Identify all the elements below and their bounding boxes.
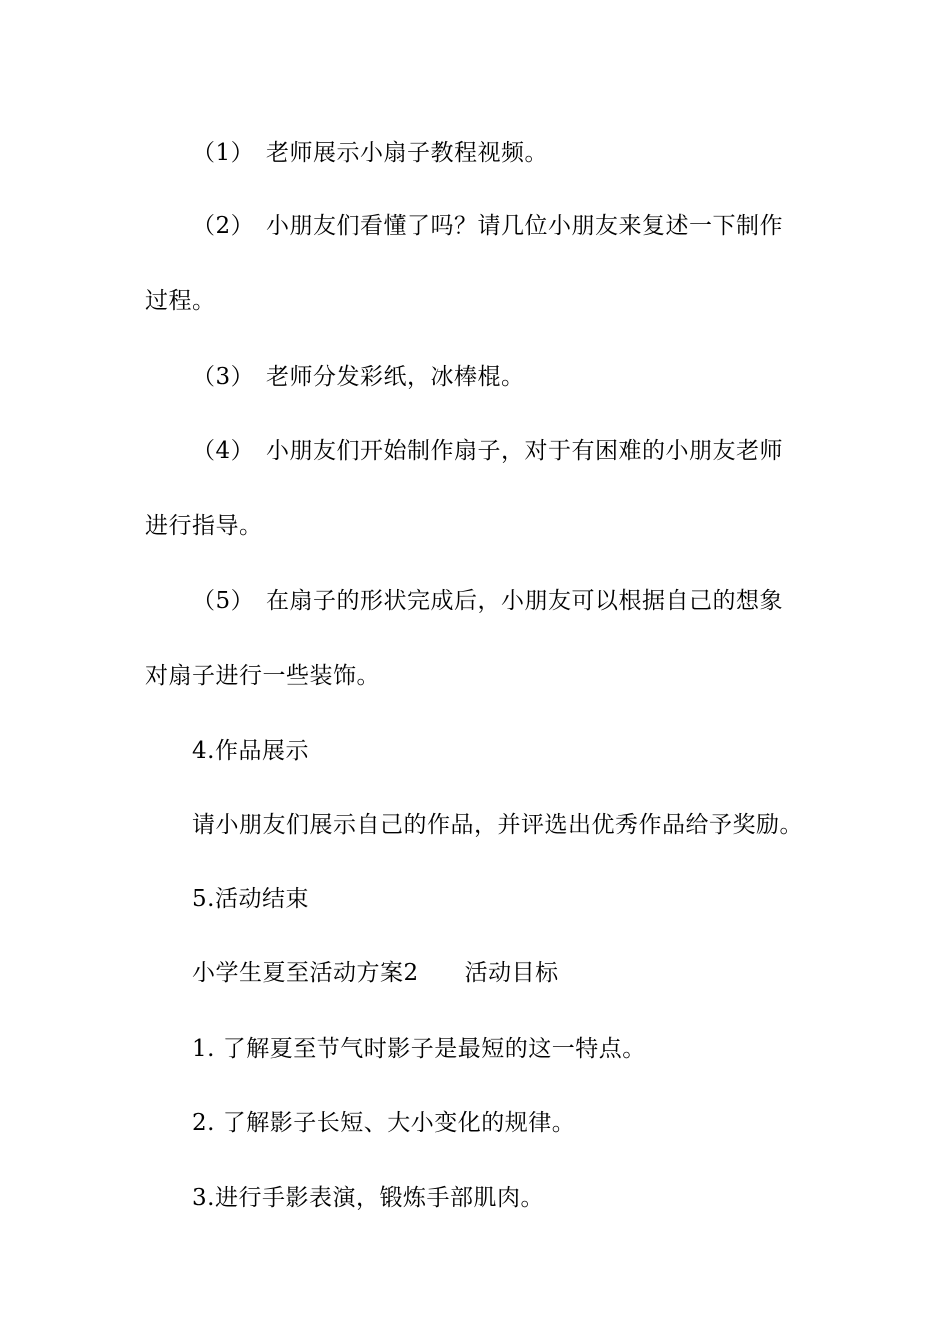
step-1-text: 老师展示小扇子教程视频。 — [266, 140, 548, 166]
step-1-number: （1） — [192, 140, 255, 166]
step-2 — [192, 211, 783, 241]
plan-2-heading — [192, 958, 559, 988]
step-4-number: （4） — [192, 438, 255, 464]
step-5 — [192, 586, 783, 616]
step-4 — [192, 436, 783, 466]
plan-2-subtitle: 活动目标 — [464, 960, 559, 986]
step-5-number: （5） — [192, 588, 255, 614]
section-5-title: 5.活动结束 — [192, 886, 309, 912]
step-2-continuation: 过程。 — [145, 288, 216, 314]
step-5-continuation: 对扇子进行一些装饰。 — [145, 663, 380, 689]
goal-2: 2. 了解影子长短、大小变化的规律。 — [192, 1110, 576, 1136]
step-3-number: （3） — [192, 364, 255, 390]
step-2-number: （2） — [192, 213, 255, 239]
goal-3: 3.进行手影表演，锻炼手部肌肉。 — [192, 1185, 544, 1211]
step-3 — [192, 362, 525, 392]
step-5-text: 在扇子的形状完成后，小朋友可以根据自己的想象 — [266, 588, 783, 614]
step-4-continuation: 进行指导。 — [145, 513, 263, 539]
step-4-text: 小朋友们开始制作扇子，对于有困难的小朋友老师 — [266, 438, 783, 464]
section-4-body: 请小朋友们展示自己的作品，并评选出优秀作品给予奖励。 — [192, 812, 803, 838]
goal-1: 1. 了解夏至节气时影子是最短的这一特点。 — [192, 1036, 646, 1062]
step-2-text: 小朋友们看懂了吗？请几位小朋友来复述一下制作 — [266, 213, 783, 239]
plan-2-title: 小学生夏至活动方案2 — [192, 960, 419, 986]
section-4-title: 4.作品展示 — [192, 738, 309, 764]
step-1 — [192, 138, 548, 168]
step-3-text: 老师分发彩纸，冰棒棍。 — [266, 364, 525, 390]
